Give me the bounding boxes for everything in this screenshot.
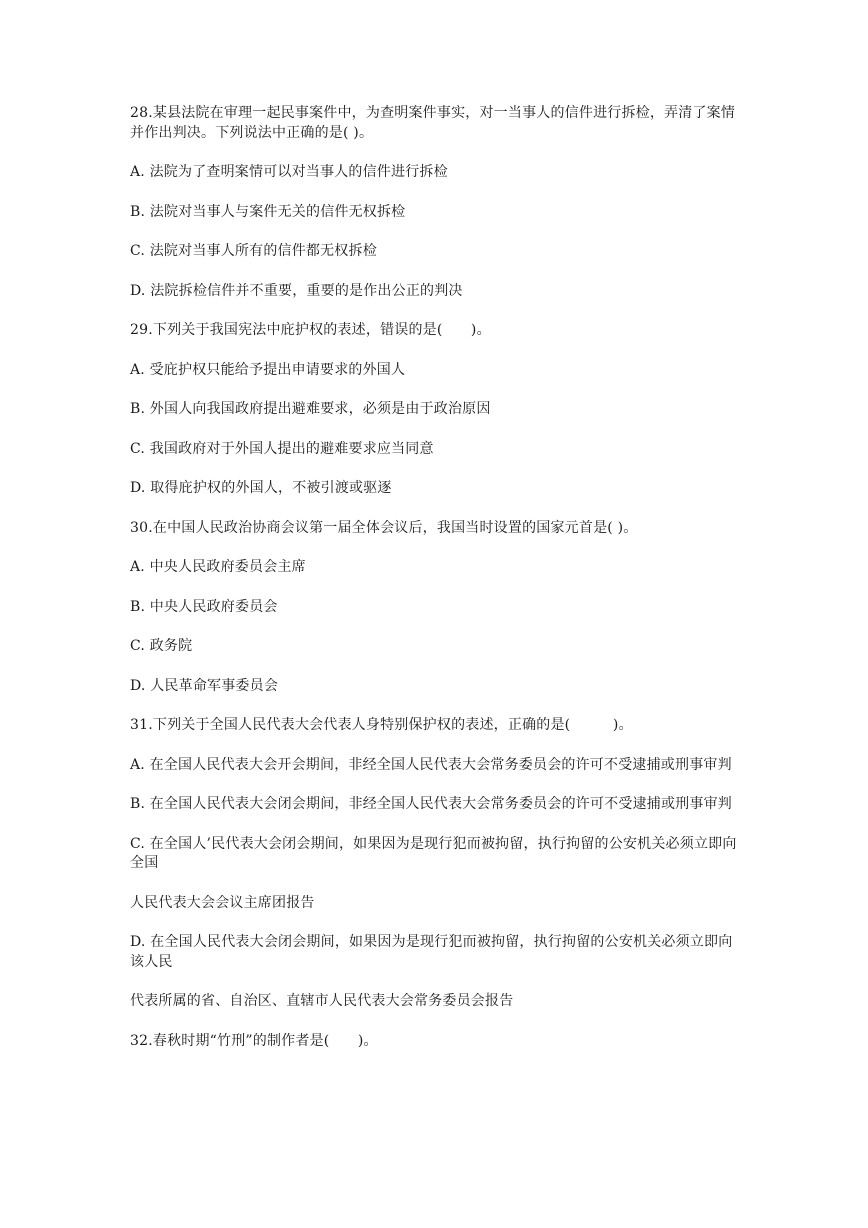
question-30-stem: 30.在中国人民政治协商会议第一届全体会议后，我国当时设置的国家元首是( )。 [130, 519, 638, 536]
question-30-option-c: C. 政务院 [130, 638, 193, 654]
question-31-option-c: C. 在全国人’民代表大会闭会期间，如果因为是现行犯而被拘留，执行拘留的公安机关必须立即向全国 [130, 835, 737, 871]
question-31-option-c-continued: 人民代表大会会议主席团报告 [130, 894, 315, 911]
question-29-stem: 29.下列关于我国宪法中庇护权的表述，错误的是( )。 [130, 322, 491, 338]
question-31-option-a: A. 在全国人民代表大会开会期间，非经全国人民代表大会常务委员会的许可不受逮捕或刑事审判 [130, 756, 732, 773]
question-29-option-b: B. 外国人向我国政府提出避难要求，必须是由于政治原因 [130, 401, 491, 417]
question-28-option-d: D. 法院拆检信件并不重要，重要的是作出公正的判决 [130, 282, 463, 299]
question-29-option-d: D. 取得庇护权的外国人，不被引渡或驱逐 [130, 480, 392, 496]
question-31-option-d-continued: 代表所属的省、自治区、直辖市人民代表大会常务委员会报告 [130, 993, 514, 1009]
question-32-stem: 32.春秋时期“竹刑”的制作者是( )。 [130, 1032, 378, 1049]
question-31-stem: 31.下列关于全国人民代表大会代表人身特别保护权的表述，正确的是( )。 [130, 717, 633, 733]
question-28-stem: 28.某县法院在审理一起民事案件中，为查明案件事实，对一当事人的信件进行拆检，弄清了案情并作出判决。下列说法中正确的是( )。 [130, 105, 736, 141]
question-30-option-b: B. 中央人民政府委员会 [130, 598, 278, 615]
question-29-option-a: A. 受庇护权只能给予提出申请要求的外国人 [130, 361, 406, 378]
question-30-option-a: A. 中央人民政府委员会主席 [130, 559, 306, 575]
question-31-option-b: B. 在全国人民代表大会闭会期间，非经全国人民代表大会常务委员会的许可不受逮捕或刑事审判 [130, 796, 732, 812]
question-30-option-d: D. 人民革命军事委员会 [130, 677, 279, 694]
question-28-option-a: A. 法院为了查明案情可以对当事人的信件进行拆检 [130, 164, 448, 180]
question-28-option-c: C. 法院对当事人所有的信件都无权拆检 [130, 243, 377, 259]
question-29-option-c: C. 我国政府对于外国人提出的避难要求应当同意 [130, 440, 434, 457]
question-31-option-d: D. 在全国人民代表大会闭会期间，如果因为是现行犯而被拘留，执行拘留的公安机关必须立即向该人民 [130, 934, 733, 970]
question-28-option-b: B. 法院对当事人与案件无关的信件无权拆检 [130, 203, 406, 220]
document-body [130, 104, 742, 1071]
